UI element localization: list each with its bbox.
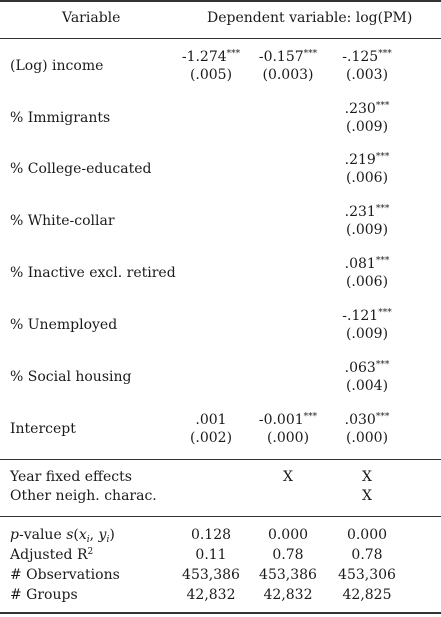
top-rule xyxy=(0,0,441,2)
std-error: (0.003) xyxy=(262,67,314,83)
row-label: % College-educated xyxy=(10,161,152,177)
coef: -.125*** xyxy=(342,49,392,65)
stat-value: 42,825 xyxy=(342,587,392,603)
std-error: (.009) xyxy=(345,119,389,135)
variable-header: Variable xyxy=(62,10,121,26)
row-label: p-value $s(x_i$, $y_i$) xyxy=(10,527,115,545)
row-label: % White-collar xyxy=(10,213,115,229)
std-error: (.009) xyxy=(345,222,389,238)
stat-value: 453,306 xyxy=(338,567,396,583)
stat-value: 453,386 xyxy=(182,567,240,583)
row-label: % Unemployed xyxy=(10,317,118,333)
stat-value: 0.000 xyxy=(346,527,388,543)
std-error: (.009) xyxy=(345,326,389,342)
std-error: (.006) xyxy=(345,170,389,186)
stat-value: 42,832 xyxy=(186,587,236,603)
header-rule xyxy=(0,38,441,39)
coef: .081*** xyxy=(344,256,390,272)
check-mark: X xyxy=(283,469,293,485)
coef: -1.274*** xyxy=(181,49,241,65)
bottom-rule xyxy=(0,612,441,614)
std-error: (.004) xyxy=(345,378,389,394)
dependent-variable-header: Dependent variable: log(PM) xyxy=(207,10,413,26)
std-error: (.003) xyxy=(345,67,389,83)
stat-value: 453,386 xyxy=(259,567,317,583)
coef: .063*** xyxy=(344,360,390,376)
std-error: (.000) xyxy=(266,430,310,446)
row-label: Adjusted $R^2$ xyxy=(10,547,94,563)
std-error: (.005) xyxy=(189,67,233,83)
controls-rule xyxy=(0,516,441,517)
stat-value: 42,832 xyxy=(263,587,313,603)
stat-value: 0.11 xyxy=(195,547,227,563)
coef: .219*** xyxy=(344,152,390,168)
stat-value: 0.78 xyxy=(272,547,304,563)
coef-rule xyxy=(0,459,441,460)
coef: .230*** xyxy=(344,101,390,117)
coef: .231*** xyxy=(344,204,390,220)
row-label: Intercept xyxy=(10,421,76,437)
coef: -0.001*** xyxy=(258,412,318,428)
stat-value: 0.128 xyxy=(190,527,232,543)
std-error: (.000) xyxy=(345,430,389,446)
coef: -.121*** xyxy=(342,308,392,324)
row-label: Other neigh. charac. xyxy=(10,488,157,504)
row-label: % Immigrants xyxy=(10,110,111,126)
coef: .001 xyxy=(195,412,227,428)
row-label: % Inactive excl. retired xyxy=(10,265,176,281)
row-label: # Observations xyxy=(10,567,120,583)
std-error: (.002) xyxy=(189,430,233,446)
row-label: % Social housing xyxy=(10,369,132,385)
coef: -0.157*** xyxy=(258,49,318,65)
row-label: # Groups xyxy=(10,587,78,603)
stat-value: 0.78 xyxy=(351,547,383,563)
check-mark: X xyxy=(362,469,372,485)
check-mark: X xyxy=(362,488,372,504)
row-label: (Log) income xyxy=(10,58,104,74)
stat-value: 0.000 xyxy=(267,527,309,543)
coef: .030*** xyxy=(344,412,390,428)
row-label: Year fixed effects xyxy=(10,469,132,485)
std-error: (.006) xyxy=(345,274,389,290)
